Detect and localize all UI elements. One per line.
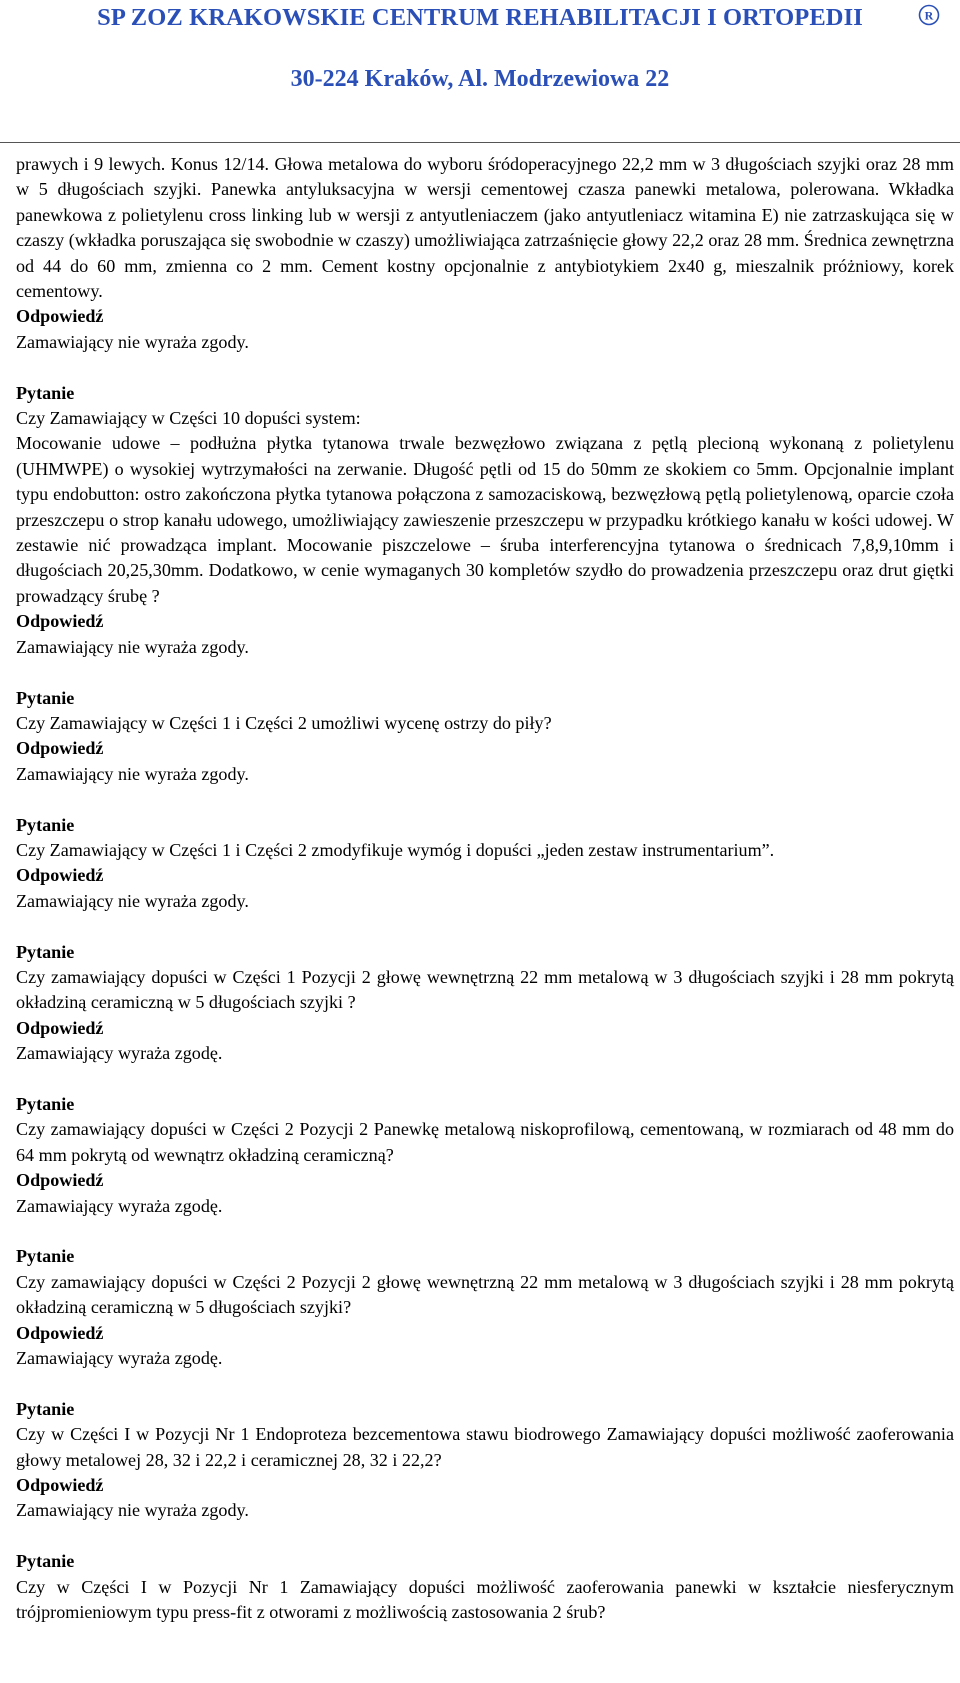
answer-label: Odpowiedź [16, 1017, 104, 1038]
qa-item [16, 1067, 954, 1219]
question-label: Pytanie [16, 941, 75, 962]
answer-text: Zamawiający nie wyraża zgody. [16, 763, 249, 784]
answer-text: Zamawiający nie wyraża zgody. [16, 890, 249, 911]
qa-item [16, 914, 954, 1066]
question-label: Pytanie [16, 814, 75, 835]
answer-text: Zamawiający nie wyraża zgody. [16, 636, 249, 657]
answer-label: Odpowiedź [16, 865, 104, 886]
answer-text: Zamawiający wyraża zgodę. [16, 1195, 223, 1216]
answer-text: Zamawiający wyraża zgodę. [16, 1043, 223, 1064]
answer-label: Odpowiedź [16, 306, 104, 327]
header-divider [0, 142, 960, 143]
spacer [16, 1067, 954, 1092]
institution-name: SP ZOZ KRAKOWSKIE CENTRUM REHABILITACJI I ORTOPEDII [97, 4, 863, 31]
question-label: Pytanie [16, 687, 75, 708]
qa-item [16, 1219, 954, 1371]
question-label: Pytanie [16, 1246, 75, 1267]
document-body [16, 152, 954, 1625]
institution-address: 30-224 Kraków, Al. Modrzewiowa 22 [290, 66, 670, 92]
qa-item [16, 1524, 954, 1626]
qa-item [16, 1371, 954, 1523]
qa-item [16, 660, 954, 787]
question-label: Pytanie [16, 382, 75, 403]
question-text: Mocowanie udowe – podłużna płytka tytanowa trwale bezwęzłowo związana z pętlą plecioną wykonaną z polietylenu (UHMWPE) o wysokiej wytrzymałości na zerwanie. Długość pętli od 15 do 50mm ze skokiem co 5mm. Opcjonalnie implant typu endobutton: ostro zakończona płytka tytanowa połączona z samozaciskową, bezwęzłową pętlą polietylenową, oparcie czoła przeszczepu o strop kanału udowego, umożliwiający zawieszenie przeszczepu w przypadku krótkiego kanału w kości udowej. W zestawie nić prowadząca implant. Mocowanie piszczelowe – śruba interferencyjna tytanowa o średnicach 7,8,9,10mm i długościach 20,25,30mm. Dodatkowo, w cenie wymaganych 30 kompletów szydło do prowadzenia przeszczepu oraz drut giętki prowadzący śrubę ? [16, 433, 954, 606]
question-label: Pytanie [16, 1093, 75, 1114]
qa-list [16, 355, 954, 1625]
spacer [16, 1371, 954, 1396]
intro-paragraph: prawych i 9 lewych. Konus 12/14. Głowa metalowa do wyboru śródoperacyjnego 22,2 mm w 3 długościach szyjki oraz 28 mm w 5 długościach szyjki. Panewka antyluksacyjna w wersji cementowej czasza panewki metalowa, polerowana. Wkładka panewkowa z polietylenu cross linking lub w wersji z antyutleniaczem (jako antyutleniacz witamina E) nie zatrzaskująca się w czaszy (wkładka poruszająca się swobodnie w czaszy) umożliwiająca zatrzaśnięcie głowy 22,2 oraz 28 mm. Średnica zewnętrzna od 44 do 60 mm, zmienna co 2 mm. Cement kostny opcjonalnie z antybiotykiem 2x40 g, mieszalnik próżniowy, korek cementowy. [16, 154, 954, 302]
answer-text: Zamawiający nie wyraża zgody. [16, 1500, 249, 1521]
qa-item [16, 787, 954, 914]
spacer [16, 1219, 954, 1244]
spacer [16, 787, 954, 812]
spacer [16, 660, 954, 685]
answer-label: Odpowiedź [16, 1475, 104, 1496]
question-text: Czy Zamawiający w Części 1 i Części 2 zmodyfikuje wymóg i dopuści „jeden zestaw instrumentarium”. [16, 839, 775, 860]
question-text: Czy zamawiający dopuści w Części 2 Pozycji 2 Panewkę metalową niskoprofilową, cementowaną, w rozmiarach od 48 mm do 64 mm pokrytą od wewnątrz okładziną ceramiczną? [16, 1119, 954, 1165]
spacer [16, 355, 954, 380]
question-label: Pytanie [16, 1398, 75, 1419]
question-text: Czy zamawiający dopuści w Części 2 Pozycji 2 głowę wewnętrzną 22 mm metalową w 3 długościach szyjki i 28 mm pokrytą okładziną ceramiczną w 5 długościach szyjki? [16, 1271, 954, 1318]
question-text: Czy Zamawiający w Części 1 i Części 2 umożliwi wycenę ostrzy do piły? [16, 712, 552, 733]
answer-label: Odpowiedź [16, 1170, 104, 1191]
answer-label: Odpowiedź [16, 738, 104, 759]
qa-item [16, 355, 954, 660]
question-text: Czy zamawiający dopuści w Części 1 Pozycji 2 głowę wewnętrzną 22 mm metalową w 3 długościach szyjki i 28 mm pokrytą okładziną ceramiczną w 5 długościach szyjki ? [16, 966, 954, 1013]
question-label: Pytanie [16, 1551, 75, 1572]
answer-label: Odpowiedź [16, 1322, 104, 1343]
question-text: Czy w Części I w Pozycji Nr 1 Endoproteza bezcementowa stawu biodrowego Zamawiający dopuści możliwość zaoferowania głowy metalowej 28, 32 i 22,2 i ceramicznej 28, 32 i 22,2? [16, 1424, 954, 1470]
answer-text: Zamawiający wyraża zgodę. [16, 1348, 223, 1368]
logo-icon [918, 4, 940, 26]
logo-letter: R [924, 8, 934, 23]
question-text: Czy w Części I w Pozycji Nr 1 Zamawiający dopuści możliwość zaoferowania panewki w kształcie niesferycznym trójpromieniowym typu press-fit z otworami z możliwością zastosowania 2 śrub? [16, 1576, 954, 1623]
spacer [16, 1524, 954, 1549]
question-text: Czy Zamawiający w Części 10 dopuści system: [16, 408, 361, 429]
answer-label: Odpowiedź [16, 611, 104, 632]
spacer [16, 914, 954, 939]
answer-text: Zamawiający nie wyraża zgody. [16, 331, 249, 352]
